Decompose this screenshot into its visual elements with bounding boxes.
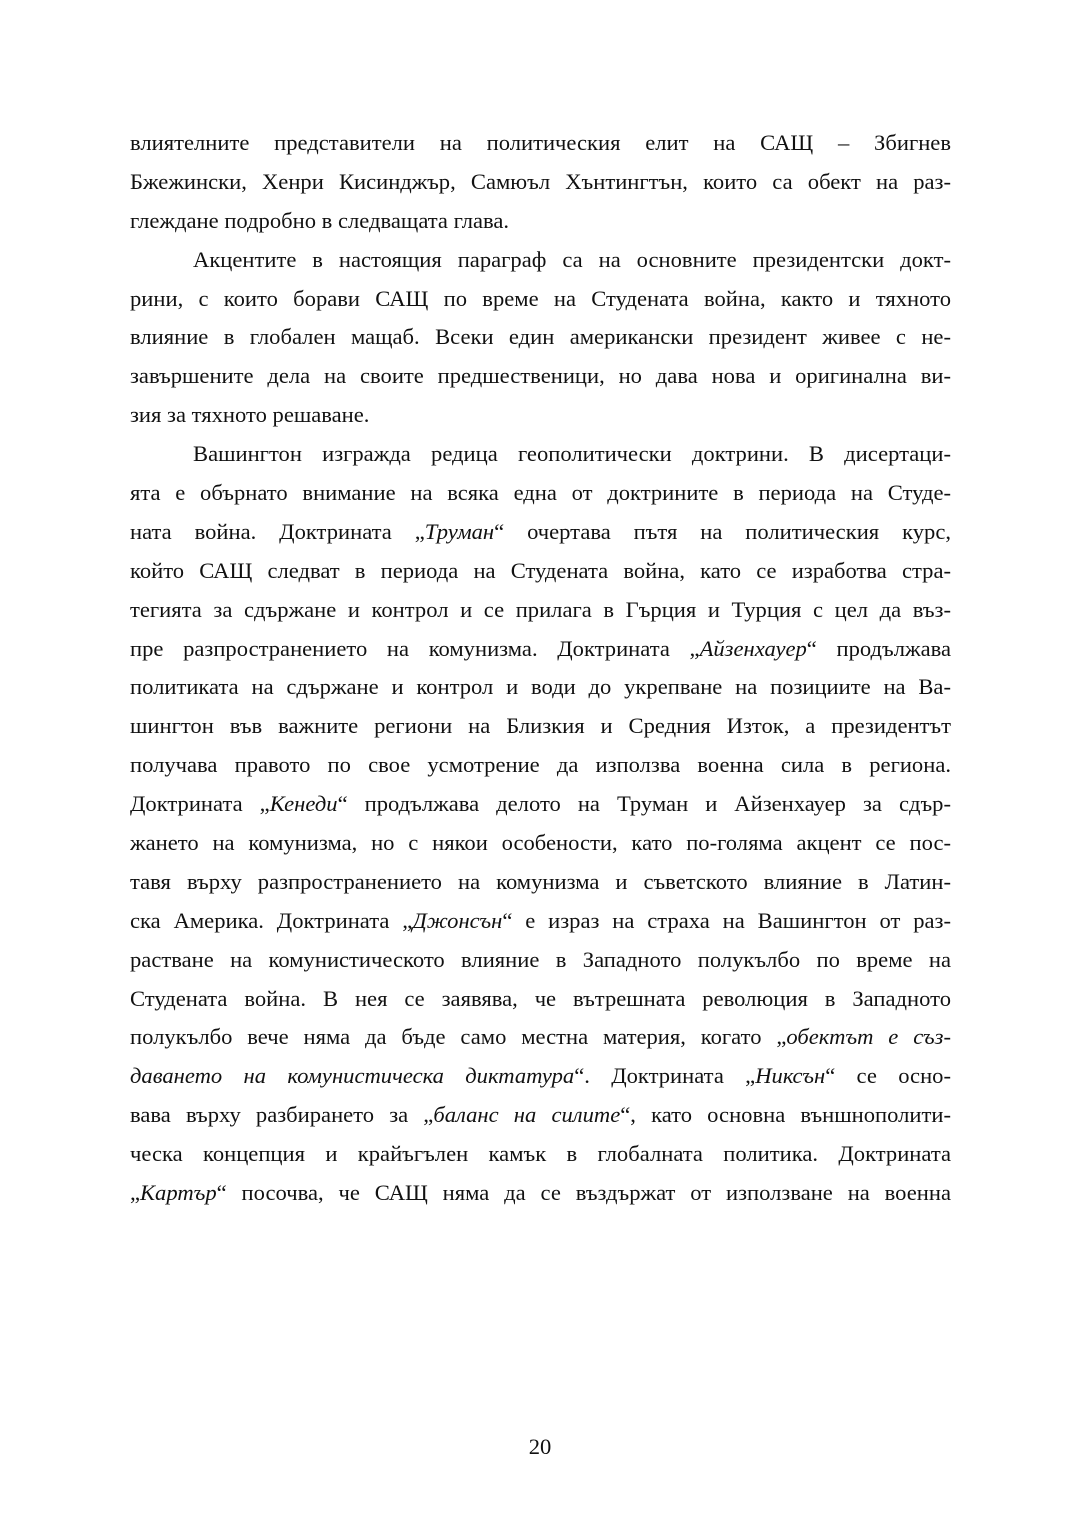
text-line: получава правото по свое усмотрение да използва военна сила в региона. [130, 752, 951, 778]
text-line: полукълбо вече няма да бъде само местна материя, когато „обектът е съз- [130, 1024, 951, 1050]
text-line: завършените дела на своите предшественици, но дава нова и оригинална ви- [130, 363, 951, 389]
text-line: ята е обърнато внимание на всяка една от доктрините в периода на Студе- [130, 480, 951, 506]
text-line: растване на комунистическото влияние в Западното полукълбо по време на [130, 946, 951, 972]
paragraph [130, 241, 951, 435]
text-line: ска Америка. Доктрината „Джонсън“ е израз на страха на Вашингтон от раз- [130, 907, 951, 933]
text-line: Бжежински, Хенри Кисинджър, Самюъл Хънтингтън, които са обект на раз- [130, 168, 951, 194]
text-line: вава върху разбирането за „баланс на силите“, като основна външнополити- [130, 1102, 951, 1128]
text-line: рини, с които борави САЩ по време на Студената война, както и тяхното [130, 285, 951, 311]
text-line: Доктрината „Кенеди“ продължава делото на Труман и Айзенхауер за сдър- [130, 791, 951, 817]
text-line: Студената война. В нея се заявява, че вътрешната революция в Западното [130, 985, 951, 1011]
text-line: даването на комунистическа диктатура“. Доктрината „Никсън“ се осно- [130, 1063, 951, 1089]
text-line: влиятелните представители на политическия елит на САЩ – Збигнев [130, 130, 951, 155]
body-text [130, 124, 951, 1213]
text-line: тавя върху разпространението на комунизма и съветското влияние в Латин- [130, 868, 951, 894]
text-line: зия за тяхното решаване. [130, 402, 370, 428]
text-line: шингтон във важните региони на Близкия и Средния Изток, а президентът [130, 713, 951, 739]
text-line: ната война. Доктрината „Труман“ очертава пътя на политическия курс, [130, 518, 951, 544]
paragraph [130, 124, 951, 241]
text-line: ческа концепция и крайъгълен камък в глобалната политика. Доктрината [130, 1141, 951, 1167]
text-line: пре разпространението на комунизма. Доктрината „Айзенхауер“ продължава [130, 635, 951, 661]
paragraph [130, 435, 951, 1213]
text-line: Акцентите в настоящия параграф са на основните президентски докт- [193, 246, 951, 272]
text-line: тегията за сдържане и контрол и се прилага в Гърция и Турция с цел да въз- [130, 596, 951, 622]
text-line: който САЩ следват в периода на Студената война, като се изработва стра- [130, 557, 951, 583]
text-line: Вашингтон изгражда редица геополитически доктрини. В дисертаци- [193, 441, 951, 467]
page-number: 20 [528, 1434, 552, 1459]
text-line: „Картър“ посочва, че САЩ няма да се въздържат от използване на военна [130, 1180, 951, 1206]
text-line: влияние в глобален мащаб. Всеки един американски президент живее с не- [130, 324, 951, 350]
text-line: жането на комунизма, но с някои особености, като по-голяма акцент се пос- [130, 830, 951, 856]
text-line: политиката на сдържане и контрол и води до укрепване на позициите на Ва- [130, 674, 951, 700]
text-line: глеждане подробно в следващата глава. [130, 207, 510, 233]
